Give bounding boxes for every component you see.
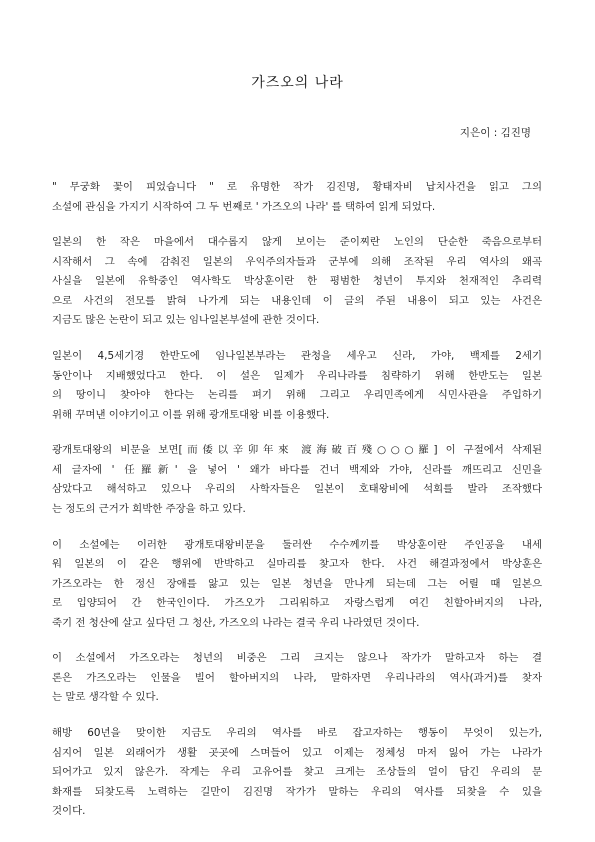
text-line: 이 소설에서 가즈오라는 청년의 비중은 그리 크지는 않으나 작가가 말하고자 하는 결 (52, 652, 542, 665)
text-line: 화재를 되찾도록 노력하는 길만이 김진명 작가가 말하는 우리의 역사를 되찾을 수 있을 (52, 785, 542, 798)
document-body (52, 178, 542, 838)
paragraph (52, 347, 542, 425)
text-line: 론은 가즈오라는 인물을 빌어 할아버지의 나라, 말하자면 우리나라의 역사(과거)를 찾자 (52, 671, 542, 684)
text-line: 일본의 한 작은 마을에서 대수롭지 않게 보이는 준이찌란 노인의 단순한 죽음으로부터 (52, 236, 542, 249)
author-line: 지은이 : 김진명 (459, 127, 531, 139)
text-line: 이 소설에는 이러한 광개토대왕비문을 둘러싼 수수께끼를 박상훈이란 주인공을 내세 (52, 538, 542, 551)
text-line: 사실을 일본에 유학중인 역사학도 박상훈이란 한 평범한 청년이 투지와 천재적인 추리력 (52, 275, 542, 288)
text-line: 가즈오라는 한 정신 장애를 앓고 있는 일본 청년을 만나게 되는데 그는 어릴 때 일본으 (52, 577, 542, 590)
text-line: 되어가고 있지 않은가. 작게는 우리 고유어를 찾고 크게는 조상들의 얼이 담긴 우리의 문 (52, 766, 542, 779)
paragraph (52, 724, 542, 822)
text-line: 광개토대왕의 비문을 보면[而倭以辛卯年來 渡海破百殘○○○羅] 이 구절에서 삭제된 (52, 444, 542, 457)
text-line: " 무궁화 꽃이 피었습니다 " 로 유명한 작가 김진명, 황태자비 납치사건을 읽고 그의 (52, 181, 542, 193)
document-title: 가즈오의 나라 (251, 75, 344, 91)
paragraph (52, 536, 542, 634)
text-line: 해방 60년을 맞이한 지금도 우리의 역사를 바로 잡고자하는 행동이 무엇이 있는가, (52, 727, 542, 740)
text-line: 지금도 많은 논란이 되고 있는 임나일본부설에 관한 것이다. (52, 314, 320, 327)
text-line: 세 글자에 ' 任羅新' 을 넣어 ' 왜가 바다를 건너 백제와 가야, 신라를 깨뜨리고 신민을 (52, 463, 542, 476)
text-line: 워 일본의 이 같은 행위에 반박하고 실마리를 찾고자 한다. 사건 해결과정에서 박상훈은 (52, 558, 542, 571)
text-line: 소설에 관심을 가지기 시작하여 그 두 번째로 ' 가즈오의 나라' 를 택하여 읽게 되었다. (52, 200, 436, 213)
text-line: 삼았다고 해석하고 있으나 우리의 사학자들은 일본이 호태왕비에 석회를 발라 조작했다 (52, 483, 542, 496)
paragraph (52, 233, 542, 331)
text-line: 동안이나 지배했었다고 한다. 이 설은 일제가 우리나라를 침략하기 위해 한반도는 일본 (52, 369, 542, 382)
text-line: 으로 사건의 전모를 밝혀 나가게 되는 내용인데 이 글의 주된 내용이 되고 있는 사건은 (52, 294, 542, 307)
paragraph (52, 178, 542, 217)
text-line: 위해 꾸며낸 이야기이고 이를 위해 광개토대왕 비를 이용했다. (52, 408, 330, 421)
text-line: 는 말로 생각할 수 있다. (52, 691, 159, 704)
text-line: 로 입양되어 간 한국인이다. 가즈오가 그리워하고 자랑스럽게 여긴 친할아버지의 나라, (52, 597, 542, 610)
text-line: 죽기 전 청산에 살고 싶다던 그 청산, 가즈오의 나라는 결국 우리 나라였던 것이다. (52, 616, 420, 629)
text-line: 는 정도의 근거가 희박한 주장을 하고 있다. (52, 502, 246, 515)
text-line: 것이다. (52, 805, 86, 818)
paragraph (52, 441, 542, 519)
text-line: 일본이 4,5세기경 한반도에 임나일본부라는 관청을 세우고 신라, 가야, 백제를 2세기 (52, 350, 542, 363)
text-line: 심지어 일본 외래어가 생활 곳곳에 스며들어 있고 이제는 정체성 마저 잃어 가는 나라가 (52, 746, 542, 759)
paragraph (52, 649, 542, 708)
text-line: 시작해서 그 속에 감춰진 일본의 우익주의자들과 군부에 의해 조작된 우리 역사의 왜곡 (52, 255, 542, 268)
text-line: 의 땅이니 찾아야 한다는 논리를 펴기 위해 그리고 우리민족에게 식민사관을 주입하기 (52, 389, 542, 402)
